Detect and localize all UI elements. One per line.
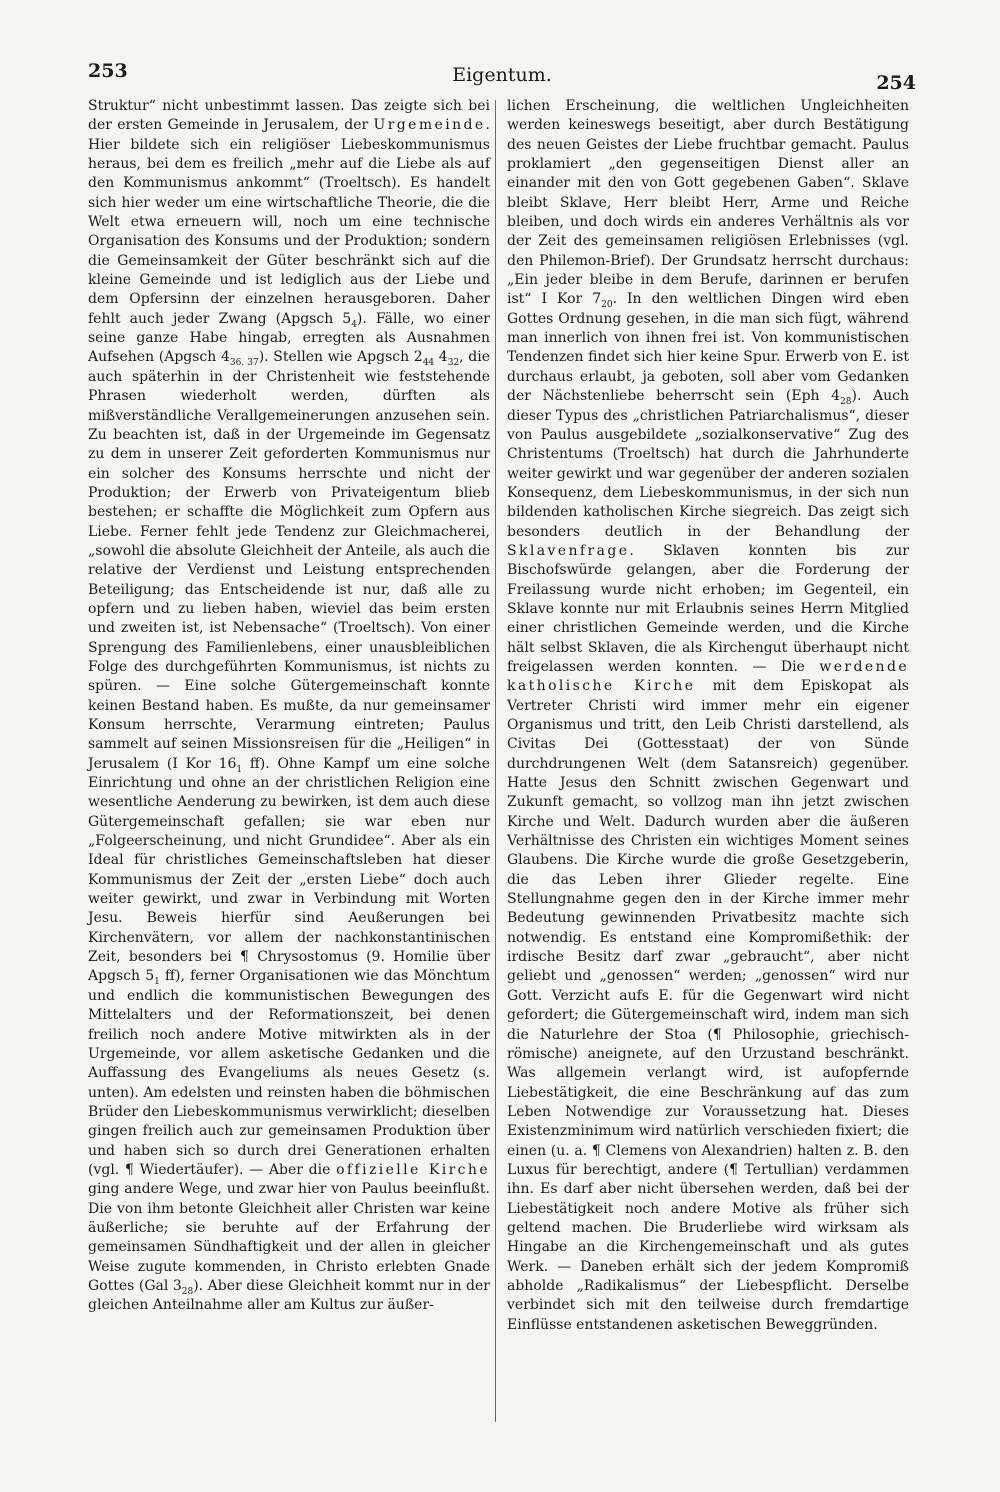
- spaced-term-offizielle-kirche: offizielle Kirche: [336, 1161, 491, 1178]
- column-divider: [495, 100, 496, 1422]
- page-number-right: 254: [876, 72, 916, 94]
- spaced-term-werdende-kirche: werdende katholische Kirche: [507, 658, 909, 695]
- spaced-term-sklavenfrage: Sklavenfrage: [507, 542, 630, 559]
- spaced-term-urgemeinde: Urgemeinde: [373, 117, 486, 134]
- left-column: [88, 97, 490, 1316]
- right-column-paragraph: lichen Erscheinung, die weltlichen Ungleichheiten werden keineswegs beseitigt, aber durch Bestätigung des neuen Geistes der Liebe fruchtbar gemacht. Paulus proklamiert „den gegenseitigen Dienst aller an einander mit den von Gott gegebenen Gaben“. Sklave bleibt Sklave, Herr bleibt Herr, Arme und Reiche bleiben, und doch wirds ein anderes Verhältnis als vor der Zeit des gemeinsamen religiösen Erlebnisses (vgl. den Philemon-Brief). Der Grundsatz herrscht durchaus: „Ein jeder bleibe in dem Berufe, darinnen er berufen ist“ I Kor $7_{20}$. In den weltlichen Dingen wird eben Gottes Ordnung gesehen, in die man sich fügt, während man innerlich von ihnen frei ist. Von kommunistischen Tendenzen findet sich hier keine Spur. Erwerb von E. ist durchaus erlaubt, ja geboten, soll aber vom Gedanken der Nächstenliebe beherrscht sein (Eph $4_{28}$). Auch dieser Typus des „christlichen Patriarchalismus“, dieser von Paulus ausgebildete „sozialkonservative“ Zug des Christentums (Troeltsch) hat durch die Jahrhunderte weiter gewirkt und war gegenüber der anderen sozialen Konsequenz, dem Liebeskommunismus, in der sich nun bildenden katholischen Kirche siegreich. Das zeigt sich besonders deutlich in der Behandlung der Sklavenfrage. Sklaven konnten bis zur Bischofswürde gelangen, aber die Forderung der Freilassung wurde nicht erhoben; im Gegenteil, ein Sklave konnte nur mit Erlaubnis seines Herrn Mitglied einer christlichen Gemeinde werden, und die Kirche hält selbst Sklaven, die als Kirchengut überhaupt nicht freigelassen werden konnten. — Die werdende katholische Kirche mit dem Episkopat als Vertreter Christi wird immer mehr ein eigener Organismus und tritt, den Leib Christi darstellend, als Civitas Dei (Gottesstaat) der von Sünde durchdrungenen Welt (dem Satansreich) gegenüber. Hatte Jesus den Schnitt zwischen Gegenwart und Zukunft gemacht, so vollzog man ihn jetzt zwischen Kirche und Welt. Dadurch wurden aber die äußeren Verhältnisse des Christen ein wichtiges Moment seines Glaubens. Die Kirche wurde die große Gesetzgeberin, die das Leben ihrer Glieder regelte. Eine Stellungnahme gegen den in der Kirche immer mehr Bedeutung gewinnenden Privatbesitz machte sich notwendig. Es entstand eine Kompromißethik: der irdische Besitz darf zwar „gebraucht“, aber nicht geliebt und „genossen“ werden; „genossen“ wird nur Gott. Verzicht aufs E. für die Gegenwart wird nicht gefordert; die Gütergemeinschaft wird, indem man sich die Naturlehre der Stoa (¶ Philosophie, griechisch-römische) aneignete, auf den Urzustand beschränkt. Was allgemein verlangt wird, ist aufopfernde Liebestätigkeit, die eine Beschränkung auf das zum Leben Notwendige zur Voraussetzung hat. Dieses Existenzminimum wird natürlich verschieden fixiert; die einen (u. a. ¶ Clemens von Alexandrien) halten z. B. den Luxus für berechtigt, andere (¶ Tertullian) verdammen ihn. Es darf aber nicht übersehen werden, daß bei der Liebestätigkeit noch andere Motive als früher sich geltend machen. Die Bruderliebe wird wirksam als Hingabe an die Kirchengemeinschaft und als gutes Werk. — Daneben erhält sich der jedem Kompromiß abholde „Radikalismus“ der Liebespflicht. Derselbe verbindet sich mit den teilweise durch fremdartige Einflüsse entstandenen asketischen Beweggründen.: [507, 98, 909, 1333]
- page-number-left: 253: [88, 60, 128, 82]
- right-column: [507, 97, 909, 1335]
- running-title: Eigentum.: [452, 64, 552, 86]
- page-header: [88, 58, 916, 94]
- left-column-paragraph: Struktur“ nicht unbestimmt lassen. Das zeigte sich bei der ersten Gemeinde in Jerusalem, der Urgemeinde. Hier bildete sich ein religiöser Liebeskommunismus heraus, bei dem es freilich „mehr auf die Liebe als auf den Kommunismus ankommt“ (Troeltsch). Es handelt sich hier weder um eine wirtschaftliche Theorie, die die Welt etwa erneuern will, noch um eine technische Organisation des Konsums und der Produktion; sondern die Gemeinsamkeit der Güter beschränkt sich auf die kleine Gemeinde und ist lediglich aus der Liebe und dem Opfersinn der einzelnen herausgeboren. Daher fehlt auch jeder Zwang (Apgsch $5_4$). Fälle, wo einer seine ganze Habe hingab, erregten als Ausnahmen Aufsehen (Apgsch $4_{36. 37}$). Stellen wie Apgsch $2_{44}$ $4_{32}$, die auch späterhin in der Christenheit wie feststehende Phrasen wiederholt werden, dürften als mißverständliche Verallgemeinerungen anzusehen sein. Zu beachten ist, daß in der Urgemeinde im Gegensatz zu dem in unserer Zeit geforderten Kommunismus nur ein solcher des Konsums herrschte und nicht der Produktion; der Erwerb von Privateigentum blieb bestehen; er schaffte die Möglichkeit zum Opfern aus Liebe. Ferner fehlt jede Tendenz zur Gleichmacherei, „sowohl die absolute Gleichheit der Anteile, als auch die relative der Verdienst und Leistung entsprechenden Beteiligung; das Entscheidende ist nur, daß alle zu opfern und zu lieben haben, wieviel das beim ersten und zweiten ist, ist Nebensache“ (Troeltsch). Von einer Sprengung des Familienlebens, einer unausbleiblichen Folge des durchgeführten Kommunismus, ist nichts zu spüren. — Eine solche Gütergemeinschaft konnte keinen Bestand haben. Es mußte, da nur gemeinsamer Konsum herrschte, Verarmung eintreten; Paulus sammelt auf seinen Missionsreisen für die „Heiligen“ in Jerusalem (I Kor $16_1$ ff). Ohne Kampf um eine solche Einrichtung und ohne an der christlichen Religion eine wesentliche Aenderung zu bewirken, ist dem auch diese Gütergemeinschaft gefallen; sie war eben nur „Folgeerscheinung, und nicht Grundidee“. Aber als ein Ideal für christliches Gemeinschaftsleben hat dieser Kommunismus der Zeit der „ersten Liebe“ doch auch weiter gewirkt, und zwar in Verbindung mit Worten Jesu. Beweis hierfür sind Aeußerungen bei Kirchenvätern, vor allem der nachkonstantinischen Zeit, besonders bei ¶ Chrysostomus (9. Homilie über Apgsch $5_1$ ff), ferner Organisationen wie das Mönchtum und endlich die kommunistischen Bewegungen des Mittelalters und der Reformationszeit, bei denen freilich noch andere Motive mitwirkten als in der Urgemeinde, vor allem asketische Gedanken und die Auffassung des Evangeliums als neues Gesetz (s. unten). Am edelsten und reinsten haben die böhmischen Brüder den Liebeskommunismus verwirklicht; dieselben gingen freilich auch zur gemeinsamen Produktion über und haben sich so durch drei Generationen erhalten (vgl. ¶ Wiedertäufer). — Aber die offizielle Kirche ging andere Wege, und zwar hier von Paulus beeinflußt. Die von ihm betonte Gleichheit aller Christen war keine äußerliche; sie beruhte auf der Erfahrung der gemeinsamen Sündhaftigkeit und der allen in gleicher Weise zugute kommenden, in Christo erlebten Gnade Gottes (Gal $3_{28}$). Aber diese Gleichheit kommt nur in der gleichen Anteilnahme aller am Kultus zur äußer-: [88, 98, 491, 1314]
